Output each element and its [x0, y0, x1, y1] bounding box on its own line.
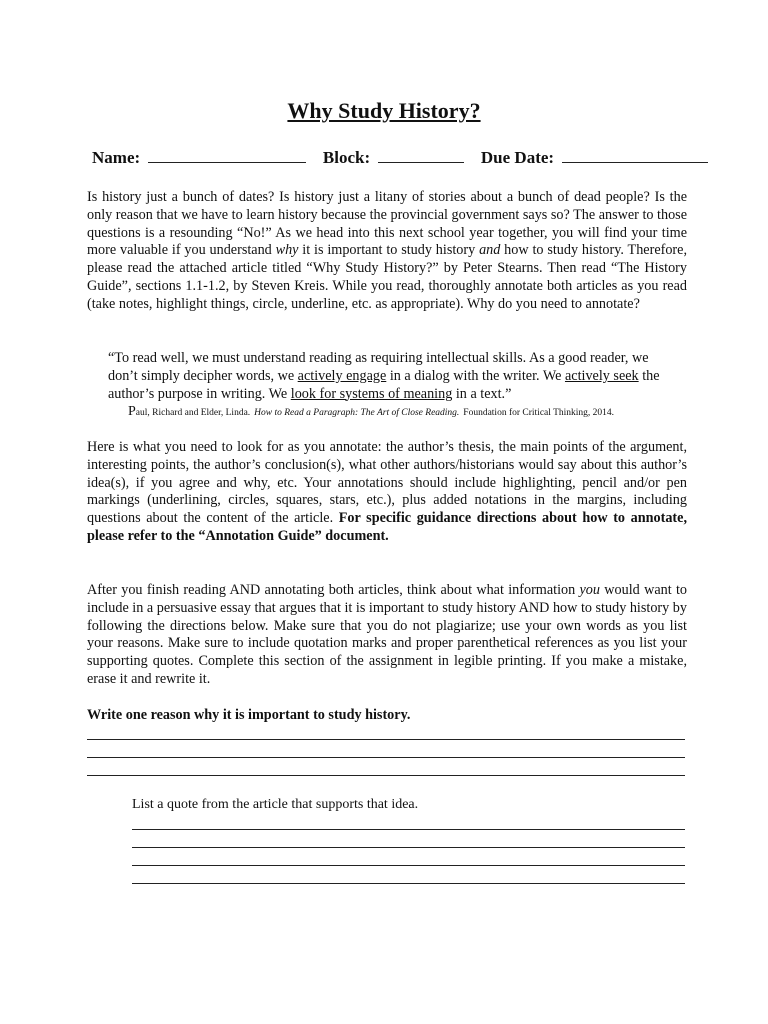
- due-date-label: Due Date:: [480, 148, 555, 167]
- quote-answer-line[interactable]: [132, 865, 685, 866]
- answer-line[interactable]: [87, 739, 685, 740]
- page-title: Why Study History?: [287, 98, 481, 123]
- assignment-instructions: After you finish reading AND annotating both articles, think about what information you would want to include in a persuasive essay that argues that it is important to study history AND how to study history by following the directions below. Make sure that you do not plagiarize; use your own words as you list your reasons. Make sure to include quotation marks and proper parenthetical references as you list your supporting quotes. Complete this section of the assignment in legible printing. If you make a mistake, erase it and rewrite it.: [87, 582, 687, 687]
- answer-line[interactable]: [87, 757, 685, 758]
- reason-prompt: Write one reason why it is important to study history.: [87, 707, 411, 723]
- underlined-phrase: actively engage: [297, 367, 387, 384]
- block-label: Block:: [322, 148, 371, 167]
- quote-citation: Paul, Richard and Elder, Linda. How to Read a Paragraph: The Art of Close Reading. Foundation for Critical Thinking, 2014.: [128, 404, 615, 419]
- annotation-guide-reference: For specific guidance directions about how to annotate, please refer to the “Annotation Guide” document.: [87, 510, 687, 544]
- block-quote: “To read well, we must understand reading as requiring intellectual skills. As a good reader, we don’t simply decipher words, we actively engage in a dialog with the writer. We actively seek the author’s purpose in writing. We look for systems of meaning in a text.”: [108, 350, 660, 402]
- quote-prompt: List a quote from the article that supports that idea.: [132, 797, 419, 812]
- underlined-phrase: actively seek: [564, 367, 639, 384]
- annotation-instructions: Here is what you need to look for as you annotate: the author’s thesis, the main points of the argument, interesting points, the author’s conclusion(s), what other authors/historians would say about this author’s idea(s), if you agree and why, etc. Your annotations should include highlighting, pencil and/or pen markings (underlining, circles, squares, stars, etc.), plus added notations in the margins, including questions about the content of the article. For specific guidance directions about how to annotate, please refer to the “Annotation Guide” document.: [87, 439, 687, 544]
- quote-answer-line[interactable]: [132, 883, 685, 884]
- due-date-blank[interactable]: [562, 148, 708, 163]
- underlined-phrase: look for systems of meaning: [290, 385, 453, 402]
- quote-answer-line[interactable]: [132, 847, 685, 848]
- quote-answer-line[interactable]: [132, 829, 685, 830]
- student-info-line: [92, 148, 708, 168]
- name-label: Name:: [92, 148, 141, 167]
- name-blank[interactable]: [148, 148, 306, 163]
- block-blank[interactable]: [378, 148, 464, 163]
- intro-paragraph: Is history just a bunch of dates? Is history just a litany of stories about a bunch of dead people? Is the only reason that we have to learn history because the provincial government says so? The answer to those questions is a resounding “No!” As we head into this next school year together, you will find your time more valuable if you understand why it is important to study history and how to study history. Therefore, please read the attached article titled “Why Study History?” by Peter Stearns. Then read “The History Guide”, sections 1.1-1.2, by Steven Kreis. While you read, thoroughly annotate both articles as you read (take notes, highlight things, circle, underline, etc. as appropriate). Why do you need to annotate?: [87, 189, 688, 312]
- answer-line[interactable]: [87, 775, 685, 776]
